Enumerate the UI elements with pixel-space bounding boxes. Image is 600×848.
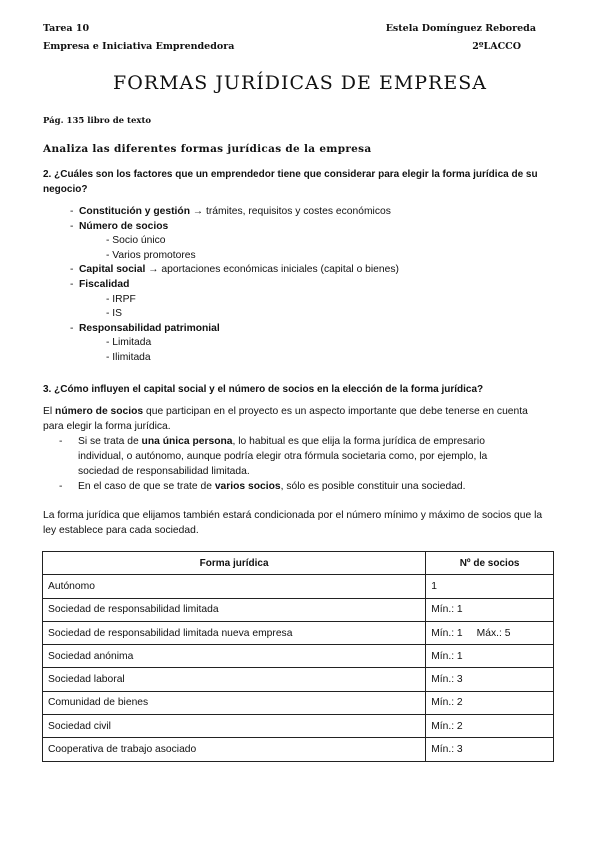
page-title: FORMAS JURÍDICAS DE EMPRESA xyxy=(113,72,487,94)
factor-label: Fiscalidad xyxy=(79,278,130,290)
legal-forms-table xyxy=(42,551,554,762)
factor-item: - Fiscalidad - IRPF - IS xyxy=(70,278,550,322)
factor-item: - Capital social → aportaciones económicas iniciales (capital o bienes) xyxy=(70,264,399,276)
page-reference: Pág. 135 libro de texto xyxy=(43,116,152,126)
group-label: 2ºLACCO xyxy=(472,41,521,52)
factor-subitem: - Ilimitada xyxy=(106,351,151,363)
paragraph-socios: El número de socios que participan en el proyecto es un aspecto importante que debe tenerse en cuenta para elegir la forma jurídica. xyxy=(43,406,528,432)
table-row: Sociedad anónima Mín.: 1 xyxy=(43,645,554,668)
factor-detail: → trámites, requisitos y costes económicos xyxy=(189,206,391,217)
table-row: Sociedad de responsabilidad limitada nueva empresa Mín.: 1 Máx.: 5 xyxy=(43,621,554,644)
table-row: Cooperativa de trabajo asociado Mín.: 3 xyxy=(43,738,554,761)
factor-subitem: - IRPF xyxy=(106,293,136,305)
factor-subitem: - IS xyxy=(106,308,123,320)
factor-item: - Responsabilidad patrimonial - Limitada - Ilimitada xyxy=(70,322,550,366)
section-heading: Analiza las diferentes formas jurídicas de la empresa xyxy=(43,143,372,155)
table-row: Sociedad laboral Mín.: 3 xyxy=(43,668,554,691)
factor-item: - Constitución y gestión → trámites, requisitos y costes económicos xyxy=(70,206,391,217)
factors-list xyxy=(70,205,550,366)
factor-label: Responsabilidad patrimonial xyxy=(79,322,220,334)
factor-subitem: - Varios promotores xyxy=(106,249,196,261)
task-label: Tarea 10 xyxy=(43,23,90,34)
factor-sublist xyxy=(70,293,550,322)
factor-label: Constitución y gestión xyxy=(79,206,190,217)
table-row: Comunidad de bienes Mín.: 2 xyxy=(43,691,554,714)
question-2: 2. ¿Cuáles son los factores que un emprendedor tiene que considerar para elegir la forma jurídica de su negocio? xyxy=(43,169,538,195)
question-3: 3. ¿Cómo influyen el capital social y el número de socios en la elección de la forma jurídica? xyxy=(43,384,484,395)
bullet-several-partners: - En el caso de que se trate de varios socios, sólo es posible constituir una sociedad. xyxy=(59,481,466,492)
factor-label: Número de socios xyxy=(79,220,169,232)
factor-sublist xyxy=(70,234,550,263)
table-row: Sociedad civil Mín.: 2 xyxy=(43,715,554,738)
factor-detail: → aportaciones económicas iniciales (capital o bienes) xyxy=(145,264,399,276)
bullet-single-person: - Si se trata de una única persona, lo habitual es que elija la forma jurídica de empresario individual, o autónomo, aunque podría elegir otra fórmula societaria como, por ejemplo, la sociedad de responsabilidad limitada. xyxy=(59,436,488,477)
column-header-forma: Forma jurídica xyxy=(43,552,426,575)
paragraph-min-max: La forma jurídica que elijamos también estará condicionada por el número mínimo y máximo de socios que la ley establece para cada sociedad. xyxy=(43,510,543,536)
factor-subitem: - Limitada xyxy=(106,337,152,349)
table-row: Autónomo 1 xyxy=(43,575,554,598)
factor-item: - Número de socios - Socio único - Varios promotores xyxy=(70,220,550,264)
factor-label: Capital social xyxy=(79,264,146,276)
table-header-row xyxy=(43,552,554,575)
table-row: Sociedad de responsabilidad limitada Mín.: 1 xyxy=(43,598,554,621)
factor-subitem: - Socio único xyxy=(106,235,166,247)
column-header-socios: Nº de socios xyxy=(426,552,554,575)
author-label: Estela Domínguez Reboreda xyxy=(385,23,536,34)
factor-sublist xyxy=(70,336,550,365)
subject-label: Empresa e Iniciativa Emprendedora xyxy=(43,41,235,52)
